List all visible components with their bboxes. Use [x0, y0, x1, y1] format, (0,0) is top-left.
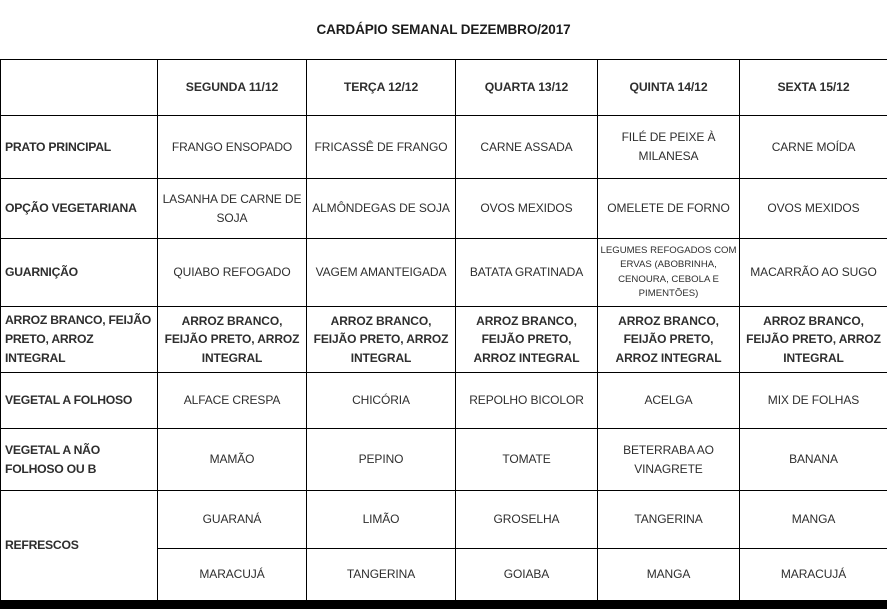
- weekly-menu-table: [0, 59, 887, 601]
- menu-cell: ALFACE CRESPA: [158, 373, 307, 429]
- menu-cell: VAGEM AMANTEIGADA: [307, 239, 456, 307]
- menu-cell: FRICASSÊ DE FRANGO: [307, 116, 456, 179]
- menu-cell: CARNE ASSADA: [456, 116, 598, 179]
- day-header-monday: SEGUNDA 11/12: [158, 60, 307, 116]
- day-header-friday: SEXTA 15/12: [740, 60, 887, 116]
- menu-cell: TANGERINA: [598, 491, 740, 549]
- day-header-tuesday: TERÇA 12/12: [307, 60, 456, 116]
- menu-cell: LIMÃO: [307, 491, 456, 549]
- table-row-arroz-feijao: [1, 307, 887, 373]
- menu-cell: MAMÃO: [158, 429, 307, 491]
- menu-cell: GOIABA: [456, 549, 598, 601]
- menu-cell: MIX DE FOLHAS: [740, 373, 887, 429]
- menu-cell: ARROZ BRANCO, FEIJÃO PRETO, ARROZ INTEGRAL: [307, 307, 456, 373]
- menu-cell: FILÉ DE PEIXE À MILANESA: [598, 116, 740, 179]
- menu-cell: TOMATE: [456, 429, 598, 491]
- menu-cell: ARROZ BRANCO, FEIJÃO PRETO, ARROZ INTEGRAL: [456, 307, 598, 373]
- table-row-prato-principal: [1, 116, 887, 179]
- menu-cell: MANGA: [740, 491, 887, 549]
- menu-cell: OMELETE DE FORNO: [598, 179, 740, 239]
- menu-cell: PEPINO: [307, 429, 456, 491]
- day-header-thursday: QUINTA 14/12: [598, 60, 740, 116]
- page-title: CARDÁPIO SEMANAL DEZEMBRO/2017: [316, 22, 571, 37]
- table-bottom-border: [0, 601, 887, 609]
- day-header-wednesday: QUARTA 13/12: [456, 60, 598, 116]
- menu-cell: OVOS MEXIDOS: [456, 179, 598, 239]
- menu-cell: ARROZ BRANCO, FEIJÃO PRETO, ARROZ INTEGRAL: [598, 307, 740, 373]
- menu-cell: TANGERINA: [307, 549, 456, 601]
- menu-cell: ARROZ BRANCO, FEIJÃO PRETO, ARROZ INTEGRAL: [158, 307, 307, 373]
- menu-cell: MANGA: [598, 549, 740, 601]
- menu-cell: MARACUJÁ: [158, 549, 307, 601]
- row-label: OPÇÃO VEGETARIANA: [1, 179, 158, 239]
- menu-cell: OVOS MEXIDOS: [740, 179, 887, 239]
- header-row: [1, 60, 887, 116]
- menu-cell: MARACUJÁ: [740, 549, 887, 601]
- menu-cell: BATATA GRATINADA: [456, 239, 598, 307]
- menu-cell: ALMÔNDEGAS DE SOJA: [307, 179, 456, 239]
- table-row-opcao-vegetariana: [1, 179, 887, 239]
- row-label: VEGETAL A NÃO FOLHOSO OU B: [1, 429, 158, 491]
- corner-cell: [1, 60, 158, 116]
- menu-cell: ACELGA: [598, 373, 740, 429]
- table-row-refrescos-1: [1, 491, 887, 549]
- table-row-vegetal-nao-folhoso: [1, 429, 887, 491]
- menu-cell: LEGUMES REFOGADOS COM ERVAS (ABOBRINHA, CENOURA, CEBOLA E PIMENTÕES): [598, 239, 740, 307]
- title-area: [0, 0, 887, 59]
- menu-cell: LASANHA DE CARNE DE SOJA: [158, 179, 307, 239]
- row-label: VEGETAL A FOLHOSO: [1, 373, 158, 429]
- menu-cell: FRANGO ENSOPADO: [158, 116, 307, 179]
- menu-cell: QUIABO REFOGADO: [158, 239, 307, 307]
- menu-cell: BANANA: [740, 429, 887, 491]
- row-label: ARROZ BRANCO, FEIJÃO PRETO, ARROZ INTEGRAL: [1, 307, 158, 373]
- menu-cell: ARROZ BRANCO, FEIJÃO PRETO, ARROZ INTEGRAL: [740, 307, 887, 373]
- row-label: GUARNIÇÃO: [1, 239, 158, 307]
- menu-cell: REPOLHO BICOLOR: [456, 373, 598, 429]
- row-label: PRATO PRINCIPAL: [1, 116, 158, 179]
- table-row-guarnicao: [1, 239, 887, 307]
- menu-cell: CHICÓRIA: [307, 373, 456, 429]
- menu-cell: CARNE MOÍDA: [740, 116, 887, 179]
- menu-cell: GUARANÁ: [158, 491, 307, 549]
- menu-cell: BETERRABA AO VINAGRETE: [598, 429, 740, 491]
- menu-cell: MACARRÃO AO SUGO: [740, 239, 887, 307]
- table-row-vegetal-folhoso: [1, 373, 887, 429]
- row-label: REFRESCOS: [1, 491, 158, 601]
- menu-cell: GROSELHA: [456, 491, 598, 549]
